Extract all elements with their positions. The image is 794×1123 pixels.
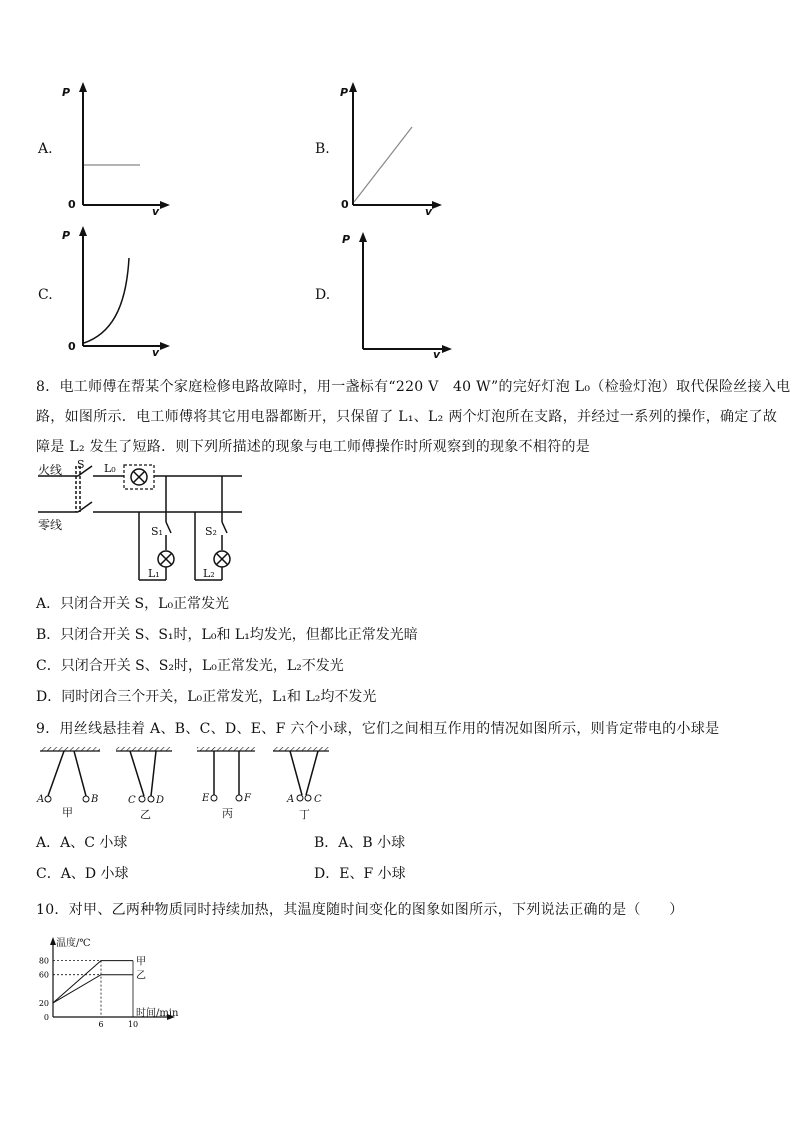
option-letter: C. xyxy=(38,287,53,303)
q8-option-a[interactable]: A．只闭合开关 S，L₀正常发光 xyxy=(36,596,230,612)
y-tick-label: 20 xyxy=(38,998,49,1008)
switch-s-label: S xyxy=(77,458,85,471)
option-letter: B. xyxy=(315,141,330,157)
q9-option-c[interactable]: C．A、D 小球 xyxy=(36,866,129,882)
q8-stem-line3: 障是 L₂ 发生了短路．则下列所描述的现象与电工师傅操作时所观察到的现象不相符的是 xyxy=(36,439,591,455)
series-label: 甲 xyxy=(136,956,146,968)
q9-option-d[interactable]: D．E、F 小球 xyxy=(314,866,406,882)
q8-option-c[interactable]: C．只闭合开关 S、S₂时，L₀正常发光，L₂不发光 xyxy=(36,658,344,674)
series-line-yi xyxy=(53,975,133,1003)
q9-stem: 9．用丝线悬挂着 A、B、C、D、E、F 六个小球，它们之间相互作用的情况如图所示，则肯定带电的小球是 xyxy=(36,721,720,737)
option-letter: A. xyxy=(38,141,53,157)
series-label: 乙 xyxy=(136,970,146,982)
q9-option-b[interactable]: B．A、B 小球 xyxy=(314,835,406,851)
y-tick-label: 80 xyxy=(38,956,49,966)
x-tick-label: 6 xyxy=(98,1020,104,1029)
x-tick-label: 10 xyxy=(127,1020,139,1029)
option-letter: D. xyxy=(315,287,331,303)
switch-s2-label: S₂ xyxy=(205,525,217,538)
neutral-wire-label: 零线 xyxy=(38,518,63,532)
lamp-l0-label: L₀ xyxy=(104,462,116,475)
q8-stem-line1: 8．电工师傅在帮某个家庭检修电路故障时，用一盏标有“220 V 40 W”的完好灯泡 L₀（检验灯泡）取代保险丝接入电 xyxy=(36,379,791,395)
q8-option-b[interactable]: B．只闭合开关 S、S₁时，L₀和 L₁均发光，但都比正常发光暗 xyxy=(36,627,418,643)
series-line-jia xyxy=(53,961,133,1003)
chart-xlabel: 时间/min xyxy=(136,1008,179,1019)
y-tick-label: 0 xyxy=(43,1013,49,1022)
q9-option-a[interactable]: A．A、C 小球 xyxy=(36,835,128,851)
q8-stem-line2: 路，如图所示．电工师傅将其它用电器都断开，只保留了 L₁、L₂ 两个灯泡所在支路，并经过一系列的操作，确定了故 xyxy=(36,409,778,425)
y-tick-label: 60 xyxy=(38,970,49,980)
q8-option-d[interactable]: D．同时闭合三个开关，L₀正常发光，L₁和 L₂均不发光 xyxy=(36,689,377,705)
lamp-l1-label: L₁ xyxy=(148,567,160,580)
chart-ylabel: 温度/℃ xyxy=(56,938,91,949)
lamp-l2-label: L₂ xyxy=(203,567,215,580)
live-wire-label: 火线 xyxy=(38,463,63,477)
switch-s1-label: S₁ xyxy=(151,525,163,538)
q10-stem: 10．对甲、乙两种物质同时持续加热，其温度随时间变化的图象如图所示，下列说法正确的是（ ） xyxy=(36,902,684,918)
